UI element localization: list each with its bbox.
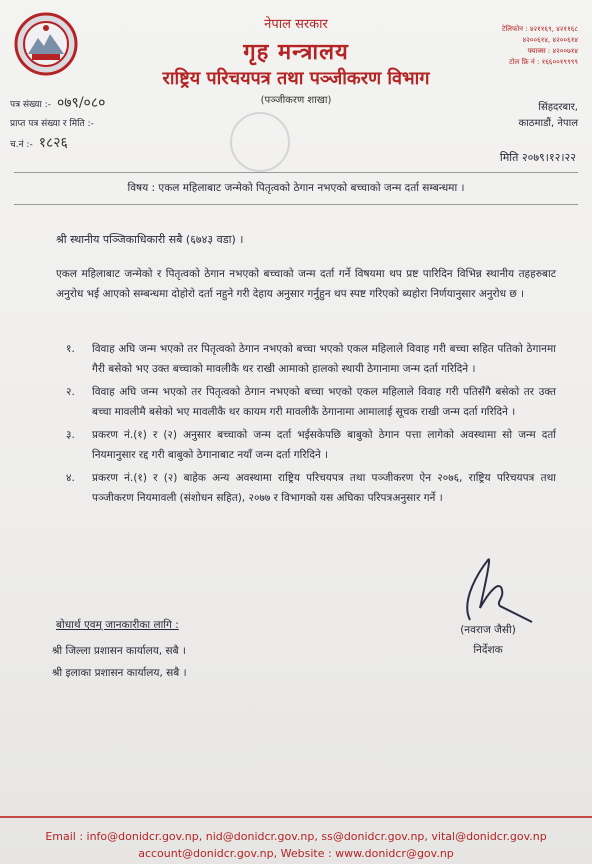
point-number: २. bbox=[66, 386, 75, 398]
footer-website: account@donidcr.gov.np, Website : www.donidcr@gov.np bbox=[138, 847, 454, 860]
point-text: प्रकरण नं.(१) र (२) अनुसार बच्चाको जन्म दर्ता भईसकेपछि बाबुको ठेगान पत्ता लागेको अवस्थामा सो जन्म दर्ता नियमानुसार रद्द गरी बाबुको ठेगानाबाट नयाँ जन्म दर्ता गरिदिने । bbox=[92, 429, 556, 461]
letter-date: मिति २०७९।१२।२२ bbox=[499, 151, 576, 164]
list-item bbox=[66, 426, 556, 465]
phone-line-2: ४२००६१४, ४२००६१४ bbox=[522, 36, 578, 44]
contact-block bbox=[438, 24, 578, 68]
reference-block bbox=[10, 94, 105, 155]
department-title: राष्ट्रिय परिचयपत्र तथा पञ्जीकरण विभाग bbox=[162, 68, 430, 89]
divider-subject bbox=[14, 204, 578, 205]
point-text: विवाह अघि जन्म भएको तर पितृत्वको ठेगान नभएको बच्चा भएको एकल महिलाले विवाह गरी बच्चा सहित पतिको ठेगानमा गैरी बसेको भए उक्त बच्चाको मावलीकै थर राखी आमाको हालको स्थायी ठेगानामा जन्म दर्ता गरिदिने । bbox=[92, 343, 556, 375]
list-item bbox=[66, 340, 556, 379]
point-number: ३. bbox=[66, 429, 75, 441]
cc-list bbox=[52, 640, 187, 684]
govt-title: नेपाल सरकार bbox=[264, 17, 328, 32]
handwritten-signature bbox=[440, 550, 540, 630]
dispatch-label: च.नं :- bbox=[10, 140, 33, 150]
list-item bbox=[66, 383, 556, 422]
letter-no-value: ०७९/०८० bbox=[56, 95, 106, 111]
addressee: श्री स्थानीय पञ्जिकाधिकारी सबै (६७४३ वडा) । bbox=[56, 233, 244, 246]
place-block bbox=[518, 100, 578, 132]
list-item bbox=[66, 469, 556, 508]
point-number: १. bbox=[66, 343, 75, 355]
dispatch-value: १८२६ bbox=[38, 135, 68, 151]
received-label: प्राप्त पत्र संख्या र मिति :- bbox=[10, 119, 94, 129]
cc-item: श्री इलाका प्रशासन कार्यालय, सबै । bbox=[52, 667, 187, 679]
fax-line: फ्याक्स : ४२००७१४ bbox=[527, 47, 578, 55]
point-text: विवाह अघि जन्म भएको तर पितृत्वको ठेगान नभएको बच्चा भएको एकल महिलाले विवाह गरी पतिसँगै बसेको तर उक्त बच्चा मावलीमै बसेको भए मावलीकै थर कायम गरी मावलीकै ठेगानामा आमालाई सूचक राखी जन्म दर्ता गरिदिने । bbox=[92, 386, 556, 418]
toll-free-line: टोल फ्रि नं : १६६००१९९९९ bbox=[509, 58, 578, 66]
subject-line: विषय : एकल महिलाबाट जन्मेको पितृत्वको ठेगान नभएको बच्चाको जन्म दर्ता सम्बन्धमा । bbox=[127, 182, 465, 194]
footer bbox=[0, 828, 592, 862]
footer-divider bbox=[0, 816, 592, 818]
signer-name: (नवराज जैसी) bbox=[460, 624, 516, 636]
points-list bbox=[66, 340, 556, 508]
letter-no-label: पत्र संख्या :- bbox=[10, 100, 51, 110]
faded-stamp bbox=[230, 112, 290, 172]
point-text: प्रकरण नं.(१) र (२) बाहेक अन्य अवस्थामा राष्ट्रिय परिचयपत्र तथा पञ्जीकरण ऐन २०७६, राष्ट्रिय परिचयपत्र तथा पञ्जीकरण नियमावली (संशोधन सहित), २०७७ र विभागको यस अघिका परिपत्रअनुसार गर्ने । bbox=[92, 472, 556, 504]
footer-emails: Email : info@donidcr.gov.np, nid@donidcr.gov.np, ss@donidcr.gov.np, vital@donidcr.gov.np bbox=[45, 830, 547, 843]
place-line-2: काठमाडौं, नेपाल bbox=[518, 118, 578, 129]
signer-title: निर्देशक bbox=[473, 644, 503, 656]
phone-line-1: टेलिफोन : ४२११६९, ४२११६८ bbox=[501, 25, 578, 33]
point-number: ४. bbox=[66, 472, 75, 484]
cc-heading: बोधार्थ एवम् जानकारीका लागि : bbox=[56, 619, 179, 631]
intro-paragraph: एकल महिलाबाट जन्मेको र पितृत्वको ठेगान नभएको बच्चाको जन्म दर्ता गर्ने विषयमा थप प्रष्ट पारिदिन विभिन्न स्थानीय तहहरुबाट अनुरोध भई आएको सम्बन्धमा दोहोरो दर्ता नहुने गरी देहाय अनुसार गर्नुहुन थप स्पष्ट गरिएको ब्यहोरा निर्णयानुसार अनुरोध छ । bbox=[56, 268, 556, 300]
divider-top bbox=[14, 172, 578, 173]
signer-block bbox=[448, 620, 528, 660]
cc-item: श्री जिल्ला प्रशासन कार्यालय, सबै । bbox=[52, 645, 186, 657]
ministry-title: गृह मन्त्रालय bbox=[243, 40, 349, 65]
branch-title: (पञ्जीकरण शाखा) bbox=[260, 95, 332, 106]
place-line-1: सिंहदरबार, bbox=[538, 102, 578, 113]
